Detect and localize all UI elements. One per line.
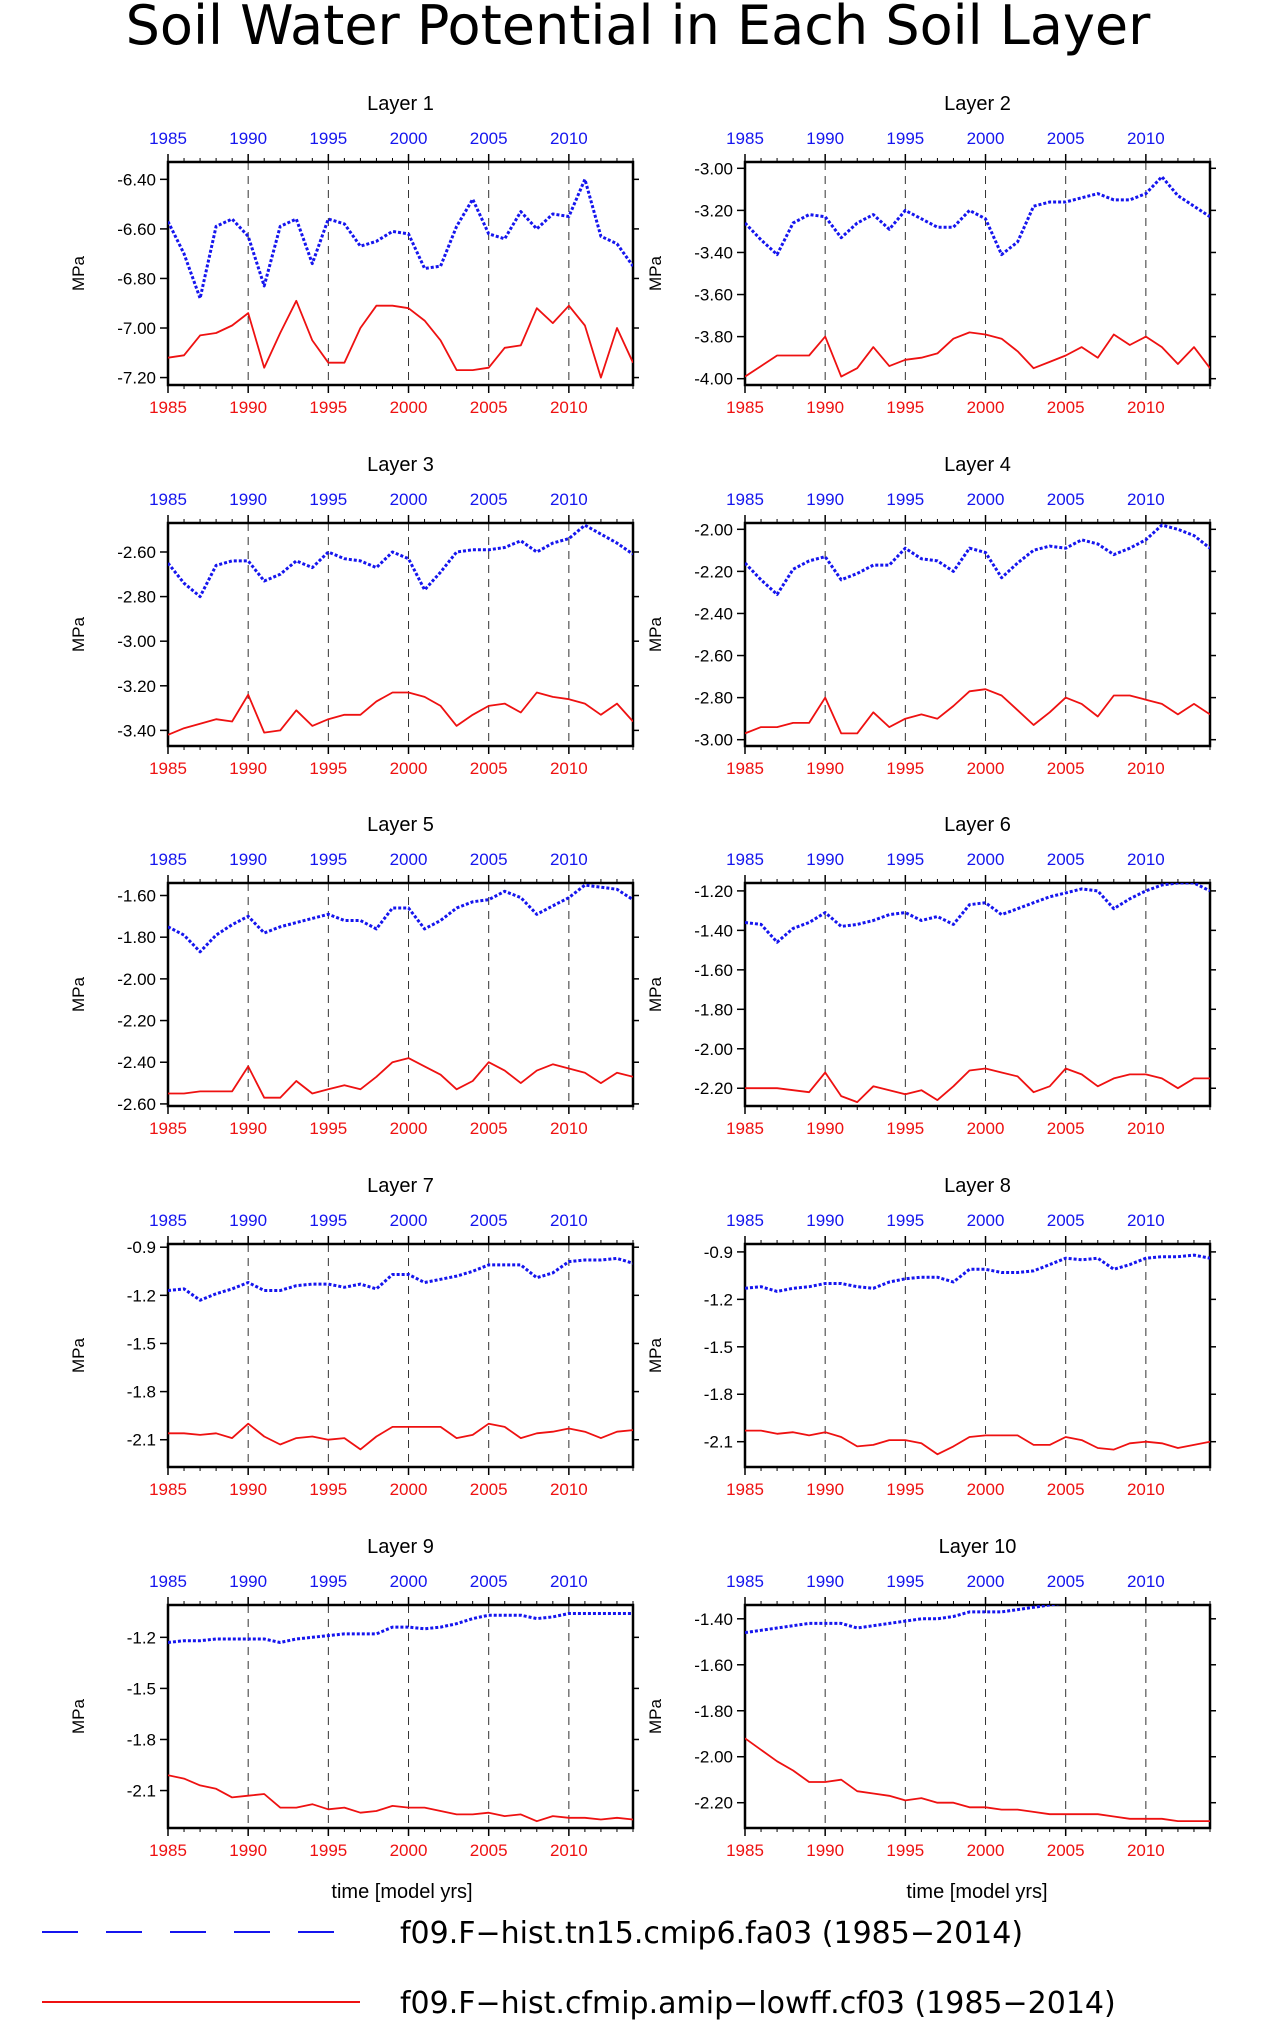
y-tick-label: -1.80 — [694, 1000, 733, 1020]
panel-layer-7 — [69, 1175, 639, 1499]
x-tick-label-bottom: 1995 — [309, 1480, 348, 1499]
legend — [42, 1916, 1116, 2021]
x-tick-label-top: 1995 — [309, 1572, 348, 1591]
x-tick-label-top: 2010 — [1126, 1572, 1165, 1591]
x-tick-label-top: 1990 — [229, 490, 268, 509]
x-tick-label-top: 1995 — [886, 1211, 925, 1230]
y-tick-label: -0.9 — [126, 1238, 156, 1258]
x-tick-label-bottom: 1985 — [726, 1119, 764, 1138]
x-tick-label-bottom: 1985 — [726, 398, 764, 417]
x-tick-label-top: 1990 — [806, 1572, 845, 1591]
x-tick-label-top: 2010 — [1126, 1211, 1165, 1230]
x-tick-label-bottom: 1995 — [309, 759, 348, 778]
x-tick-label-top: 1995 — [886, 1572, 925, 1591]
x-tick-label-bottom: 1990 — [806, 759, 845, 778]
x-tick-label-bottom: 2010 — [549, 398, 588, 417]
x-tick-label-bottom: 1995 — [309, 1119, 348, 1138]
panel-title: Layer 4 — [944, 454, 1011, 476]
x-tick-label-bottom: 1995 — [886, 1841, 925, 1860]
x-tick-label-bottom: 1985 — [149, 1841, 187, 1860]
series-b-line — [745, 689, 1210, 733]
y-tick-label: -2.20 — [117, 1011, 156, 1031]
x-tick-label-bottom: 2010 — [1126, 759, 1165, 778]
x-tick-label-top: 1995 — [309, 129, 348, 148]
x-tick-label-bottom: 1985 — [726, 759, 764, 778]
bottom-xlabel-right: time [model yrs] — [906, 1881, 1048, 1903]
panel-title: Layer 6 — [944, 814, 1011, 836]
x-tick-label-bottom: 1990 — [806, 1841, 845, 1860]
panel-title: Layer 8 — [944, 1175, 1011, 1197]
series-a-line — [745, 177, 1210, 255]
series-b-line — [168, 1424, 633, 1450]
panel-title: Layer 9 — [367, 1536, 434, 1558]
x-tick-label-bottom: 2010 — [549, 1480, 588, 1499]
y-tick-label: -2.1 — [703, 1432, 733, 1452]
y-tick-label: -1.5 — [703, 1337, 733, 1357]
x-tick-label-bottom: 2010 — [549, 1841, 588, 1860]
x-tick-label-top: 2005 — [1046, 490, 1085, 509]
x-tick-label-top: 1995 — [309, 490, 348, 509]
y-tick-label: -4.00 — [694, 369, 733, 389]
y-axis-label: MPa — [646, 1699, 665, 1734]
x-tick-label-top: 2000 — [389, 1211, 428, 1230]
y-tick-label: -6.60 — [117, 219, 156, 239]
panel-title: Layer 5 — [367, 814, 434, 836]
panel-title: Layer 7 — [367, 1175, 434, 1197]
x-tick-label-bottom: 2000 — [389, 759, 428, 778]
series-a-line — [168, 179, 633, 298]
x-tick-label-top: 1985 — [726, 490, 764, 509]
y-tick-label: -7.00 — [117, 319, 156, 339]
y-tick-label: -1.8 — [126, 1382, 156, 1402]
y-tick-label: -3.40 — [694, 243, 733, 263]
x-tick-label-top: 1985 — [149, 850, 187, 869]
x-tick-label-top: 2010 — [1126, 129, 1165, 148]
x-tick-label-bottom: 1995 — [886, 759, 925, 778]
y-tick-label: -2.60 — [117, 542, 156, 562]
y-tick-label: -3.40 — [117, 721, 156, 741]
x-tick-label-bottom: 2000 — [389, 1841, 428, 1860]
x-tick-label-bottom: 1995 — [309, 398, 348, 417]
series-b-line — [745, 332, 1210, 376]
panel-layer-10 — [646, 1536, 1216, 1860]
x-tick-label-top: 2000 — [389, 850, 428, 869]
legend-label-series-b: f09.F−hist.cfmip.amip−lowff.cf03 (1985−2014) — [400, 1986, 1116, 2021]
x-tick-label-bottom: 1995 — [309, 1841, 348, 1860]
series-a-line — [168, 1258, 633, 1300]
y-tick-label: -1.40 — [694, 921, 733, 941]
y-tick-label: -1.80 — [117, 928, 156, 948]
y-tick-label: -0.9 — [703, 1242, 733, 1262]
series-b-line — [168, 301, 633, 378]
y-axis-label: MPa — [646, 617, 665, 652]
plot-frame — [745, 883, 1210, 1106]
x-tick-label-top: 2010 — [549, 490, 588, 509]
y-tick-label: -2.20 — [694, 562, 733, 582]
x-tick-label-top: 2005 — [1046, 129, 1085, 148]
series-a-line — [168, 525, 633, 596]
y-tick-label: -1.5 — [126, 1679, 156, 1699]
panel-layer-2 — [646, 93, 1216, 417]
plot-frame — [168, 162, 633, 385]
series-b-line — [745, 1431, 1210, 1455]
figure-title: Soil Water Potential in Each Soil Layer — [125, 0, 1151, 57]
y-tick-label: -2.80 — [117, 587, 156, 607]
y-tick-label: -1.20 — [694, 881, 733, 901]
plot-frame — [168, 883, 633, 1106]
x-tick-label-top: 2005 — [469, 1211, 508, 1230]
x-tick-label-bottom: 2000 — [389, 1119, 428, 1138]
y-tick-label: -3.00 — [117, 632, 156, 652]
y-tick-label: -2.00 — [694, 1039, 733, 1059]
x-tick-label-bottom: 2005 — [469, 1119, 508, 1138]
x-tick-label-top: 2010 — [549, 850, 588, 869]
y-tick-label: -2.60 — [117, 1094, 156, 1114]
x-tick-label-bottom: 1995 — [886, 1119, 925, 1138]
x-tick-label-bottom: 2010 — [1126, 1480, 1165, 1499]
x-tick-label-top: 2005 — [1046, 1572, 1085, 1591]
x-tick-label-bottom: 1990 — [229, 759, 268, 778]
x-tick-label-top: 1985 — [726, 129, 764, 148]
x-tick-label-top: 1990 — [806, 129, 845, 148]
x-tick-label-bottom: 2000 — [966, 1119, 1005, 1138]
panel-layer-5 — [69, 814, 639, 1138]
x-tick-label-bottom: 2005 — [1046, 1480, 1085, 1499]
x-tick-label-top: 2000 — [389, 129, 428, 148]
x-tick-label-bottom: 2005 — [469, 1480, 508, 1499]
x-tick-label-bottom: 1985 — [726, 1841, 764, 1860]
y-tick-label: -2.00 — [694, 520, 733, 540]
x-tick-label-bottom: 1995 — [886, 398, 925, 417]
x-tick-label-top: 2010 — [1126, 490, 1165, 509]
bottom-xlabel-left: time [model yrs] — [331, 1881, 473, 1903]
x-tick-label-bottom: 1990 — [806, 1480, 845, 1499]
x-tick-label-bottom: 2005 — [469, 1841, 508, 1860]
y-tick-label: -2.60 — [694, 646, 733, 666]
x-tick-label-bottom: 2005 — [469, 398, 508, 417]
x-tick-label-bottom: 1995 — [886, 1480, 925, 1499]
x-tick-label-top: 1990 — [229, 1572, 268, 1591]
y-tick-label: -2.1 — [126, 1781, 156, 1801]
series-b-line — [745, 1069, 1210, 1103]
x-tick-label-top: 1985 — [149, 1211, 187, 1230]
x-tick-label-top: 2000 — [389, 490, 428, 509]
x-tick-label-bottom: 2000 — [389, 398, 428, 417]
y-tick-label: -2.1 — [126, 1430, 156, 1450]
x-tick-label-bottom: 2000 — [389, 1480, 428, 1499]
y-tick-label: -3.00 — [694, 730, 733, 750]
y-tick-label: -3.80 — [694, 327, 733, 347]
series-a-line — [745, 525, 1210, 594]
y-tick-label: -2.40 — [117, 1053, 156, 1073]
x-tick-label-bottom: 1985 — [726, 1480, 764, 1499]
panel-layer-9 — [69, 1536, 639, 1860]
panel-title: Layer 10 — [938, 1536, 1017, 1558]
x-tick-label-top: 2010 — [1126, 850, 1165, 869]
y-axis-label: MPa — [646, 977, 665, 1012]
plot-frame — [745, 1605, 1210, 1828]
x-tick-label-top: 2010 — [549, 1211, 588, 1230]
y-tick-label: -3.60 — [694, 285, 733, 305]
x-tick-label-bottom: 2010 — [1126, 398, 1165, 417]
y-tick-label: -1.60 — [694, 1655, 733, 1675]
x-tick-label-top: 2000 — [389, 1572, 428, 1591]
y-tick-label: -6.80 — [117, 269, 156, 289]
x-tick-label-bottom: 1990 — [229, 1480, 268, 1499]
x-tick-label-top: 2010 — [549, 1572, 588, 1591]
panel-layer-6 — [646, 814, 1216, 1138]
x-tick-label-top: 1985 — [726, 850, 764, 869]
panel-layer-4 — [646, 454, 1216, 778]
x-tick-label-bottom: 2005 — [1046, 398, 1085, 417]
panels-group — [69, 93, 1216, 1860]
series-a-line — [745, 883, 1210, 942]
x-tick-label-top: 1985 — [149, 1572, 187, 1591]
x-tick-label-top: 2000 — [966, 1211, 1005, 1230]
y-tick-label: -1.80 — [694, 1701, 733, 1721]
x-tick-label-top: 1995 — [886, 129, 925, 148]
x-tick-label-bottom: 2010 — [1126, 1119, 1165, 1138]
y-tick-label: -1.60 — [694, 960, 733, 980]
y-tick-label: -2.20 — [694, 1079, 733, 1099]
panel-layer-8 — [646, 1175, 1216, 1499]
series-b-line — [168, 1058, 633, 1098]
y-axis-label: MPa — [69, 617, 88, 652]
x-tick-label-top: 2005 — [469, 850, 508, 869]
x-tick-label-top: 2000 — [966, 850, 1005, 869]
y-tick-label: -7.20 — [117, 368, 156, 388]
x-tick-label-bottom: 2010 — [549, 1119, 588, 1138]
y-tick-label: -1.8 — [126, 1730, 156, 1750]
x-tick-label-bottom: 2005 — [1046, 1119, 1085, 1138]
panel-title: Layer 2 — [944, 93, 1011, 115]
series-b-line — [168, 693, 633, 735]
x-tick-label-top: 2010 — [549, 129, 588, 148]
x-tick-label-top: 1995 — [309, 850, 348, 869]
x-tick-label-top: 1990 — [806, 490, 845, 509]
series-b-line — [168, 1775, 633, 1821]
x-tick-label-bottom: 2010 — [1126, 1841, 1165, 1860]
x-tick-label-bottom: 1990 — [806, 398, 845, 417]
x-tick-label-bottom: 2000 — [966, 1480, 1005, 1499]
panel-layer-1 — [69, 93, 639, 417]
x-tick-label-top: 2005 — [469, 1572, 508, 1591]
x-tick-label-top: 2005 — [1046, 1211, 1085, 1230]
x-tick-label-bottom: 1990 — [229, 1119, 268, 1138]
x-tick-label-bottom: 1990 — [806, 1119, 845, 1138]
y-tick-label: -1.40 — [694, 1609, 733, 1629]
x-tick-label-top: 1995 — [886, 850, 925, 869]
x-tick-label-top: 1985 — [726, 1211, 764, 1230]
y-tick-label: -1.60 — [117, 886, 156, 906]
y-tick-label: -1.2 — [126, 1628, 156, 1648]
y-axis-label: MPa — [69, 1338, 88, 1373]
y-tick-label: -1.2 — [126, 1286, 156, 1306]
y-tick-label: -1.5 — [126, 1334, 156, 1354]
x-tick-label-top: 1995 — [309, 1211, 348, 1230]
x-tick-label-top: 1990 — [229, 850, 268, 869]
y-tick-label: -2.00 — [694, 1747, 733, 1767]
legend-label-series-a: f09.F−hist.tn15.cmip6.fa03 (1985−2014) — [400, 1916, 1024, 1951]
y-tick-label: -3.20 — [694, 201, 733, 221]
x-tick-label-bottom: 1985 — [149, 398, 187, 417]
x-tick-label-bottom: 2010 — [549, 759, 588, 778]
panel-title: Layer 1 — [367, 93, 434, 115]
x-tick-label-top: 1990 — [229, 129, 268, 148]
panel-title: Layer 3 — [367, 454, 434, 476]
x-tick-label-top: 1995 — [886, 490, 925, 509]
x-tick-label-top: 2000 — [966, 1572, 1005, 1591]
series-b-line — [745, 1738, 1210, 1821]
y-tick-label: -6.40 — [117, 170, 156, 190]
y-axis-label: MPa — [646, 1338, 665, 1373]
y-tick-label: -2.80 — [694, 688, 733, 708]
x-tick-label-bottom: 2005 — [469, 759, 508, 778]
y-tick-label: -3.20 — [117, 676, 156, 696]
x-tick-label-top: 1985 — [726, 1572, 764, 1591]
series-a-line — [745, 1591, 1210, 1632]
x-tick-label-bottom: 2000 — [966, 398, 1005, 417]
series-a-line — [168, 885, 633, 952]
y-axis-label: MPa — [646, 256, 665, 291]
x-tick-label-bottom: 2000 — [966, 759, 1005, 778]
x-tick-label-bottom: 1985 — [149, 759, 187, 778]
x-tick-label-top: 1990 — [806, 1211, 845, 1230]
y-tick-label: -2.20 — [694, 1793, 733, 1813]
series-a-line — [745, 1255, 1210, 1291]
x-tick-label-top: 2000 — [966, 129, 1005, 148]
y-tick-label: -2.00 — [117, 969, 156, 989]
x-tick-label-top: 2000 — [966, 490, 1005, 509]
x-tick-label-bottom: 2000 — [966, 1841, 1005, 1860]
y-tick-label: -1.2 — [703, 1290, 733, 1310]
y-tick-label: -1.8 — [703, 1385, 733, 1405]
x-tick-label-bottom: 2005 — [1046, 759, 1085, 778]
x-tick-label-bottom: 1985 — [149, 1119, 187, 1138]
x-tick-label-bottom: 1985 — [149, 1480, 187, 1499]
x-tick-label-top: 2005 — [1046, 850, 1085, 869]
x-tick-label-top: 1985 — [149, 490, 187, 509]
y-axis-label: MPa — [69, 1699, 88, 1734]
x-tick-label-bottom: 1990 — [229, 1841, 268, 1860]
x-tick-label-top: 2005 — [469, 129, 508, 148]
x-tick-label-top: 1990 — [806, 850, 845, 869]
plot-frame — [168, 1605, 633, 1828]
x-tick-label-top: 1985 — [149, 129, 187, 148]
series-a-line — [168, 1614, 633, 1643]
x-tick-label-top: 1990 — [229, 1211, 268, 1230]
x-tick-label-bottom: 1990 — [229, 398, 268, 417]
y-axis-label: MPa — [69, 256, 88, 291]
x-tick-label-bottom: 2005 — [1046, 1841, 1085, 1860]
panel-layer-3 — [69, 454, 639, 778]
y-axis-label: MPa — [69, 977, 88, 1012]
x-tick-label-top: 2005 — [469, 490, 508, 509]
y-tick-label: -2.40 — [694, 604, 733, 624]
y-tick-label: -3.00 — [694, 159, 733, 179]
